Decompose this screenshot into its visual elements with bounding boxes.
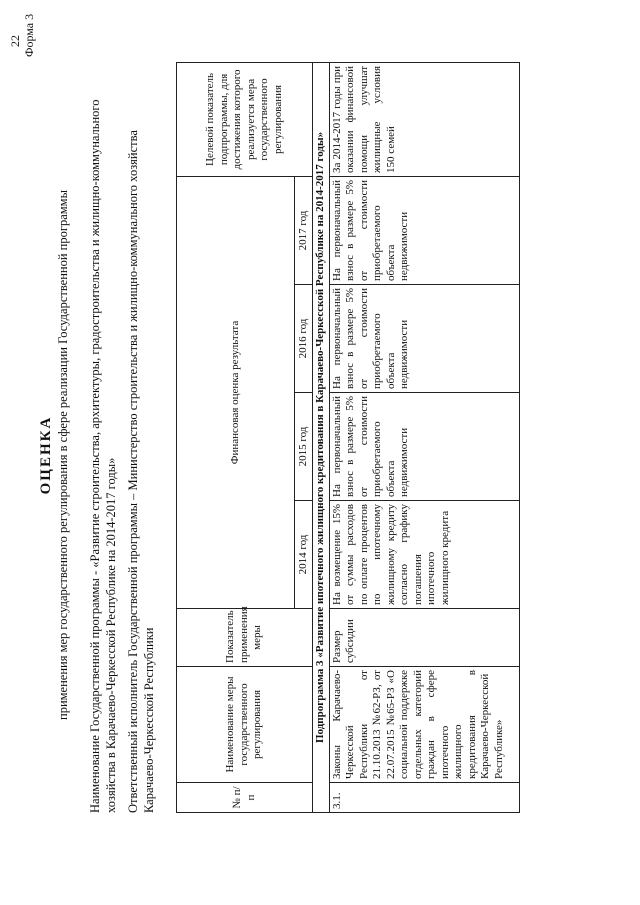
header-indicator: Показатель применения меры bbox=[177, 609, 313, 667]
header-2014: 2014 год bbox=[295, 501, 313, 609]
row-2017: На первоначальный взнос в размере 5% от стоимости приобретаемого объекта недвижимости bbox=[329, 176, 519, 284]
row-2016: На первоначальный взнос в размере 5% от стоимости приобретаемого объекта недвижимости bbox=[329, 285, 519, 393]
program-name: Наименование Государственной программы - «Развитие строительства, архитектуры, градостроительства и жилищно-коммунального хозяйства в Карачаево-Черкесской Республике на 2014-2017 годы» bbox=[88, 99, 118, 813]
form-label: Форма 3 bbox=[22, 13, 36, 57]
page-number: 22 bbox=[8, 35, 22, 47]
header-measure: Наименование меры государственного регулирования bbox=[177, 667, 313, 783]
document-title: ОЦЕНКА bbox=[38, 415, 54, 495]
evaluation-table bbox=[176, 62, 520, 813]
row-measure: Законы Карачаево-Черкесской Республики от 21.10.2013 №62-РЗ, от 22.07.2015 №65-РЗ «О социальной поддержке отдельных категорий граждан в сфере ипотечного жилищного кредитования в Карачаево-Черкесской Республике» bbox=[329, 667, 519, 783]
document-subtitle: применения мер государственного регулирования в сфере реализации Государственной программы bbox=[56, 190, 70, 720]
row-target: За 2014-2017 годы при оказании финансовой помощи улучшат жилищные условия 150 семей bbox=[329, 62, 519, 176]
row-2014: На возмещение 15% от суммы расходов по оплате процентов по ипотечному жилищному кредиту согласно графику погашения ипотечного жилищного кредита bbox=[329, 501, 519, 609]
header-target: Целевой показатель подпрограммы, для достижения которого реализуется мера государственного регулирования bbox=[177, 62, 313, 176]
header-num: № п/п bbox=[177, 783, 313, 813]
header-2016: 2016 год bbox=[295, 285, 313, 393]
row-2015: На первоначальный взнос в размере 5% от стоимости приобретаемого объекта недвижимости bbox=[329, 393, 519, 501]
row-indicator: Размер субсидии bbox=[329, 609, 519, 667]
header-2017: 2017 год bbox=[295, 176, 313, 284]
responsible-executor: Ответственный исполнитель Государственной программы – Министерство строительства и жилищно-коммунального хозяйства Карачаево-Черкесской Республики bbox=[126, 130, 156, 813]
header-2015: 2015 год bbox=[295, 393, 313, 501]
header-financial: Финансовая оценка результата bbox=[177, 176, 295, 608]
row-num: 3.1. bbox=[329, 783, 519, 813]
subprogram-row: Подпрограмма 3 «Развитие ипотечного жилищного кредитования в Карачаево-Черкесской Республике на 2014-2017 годы» bbox=[313, 62, 330, 812]
